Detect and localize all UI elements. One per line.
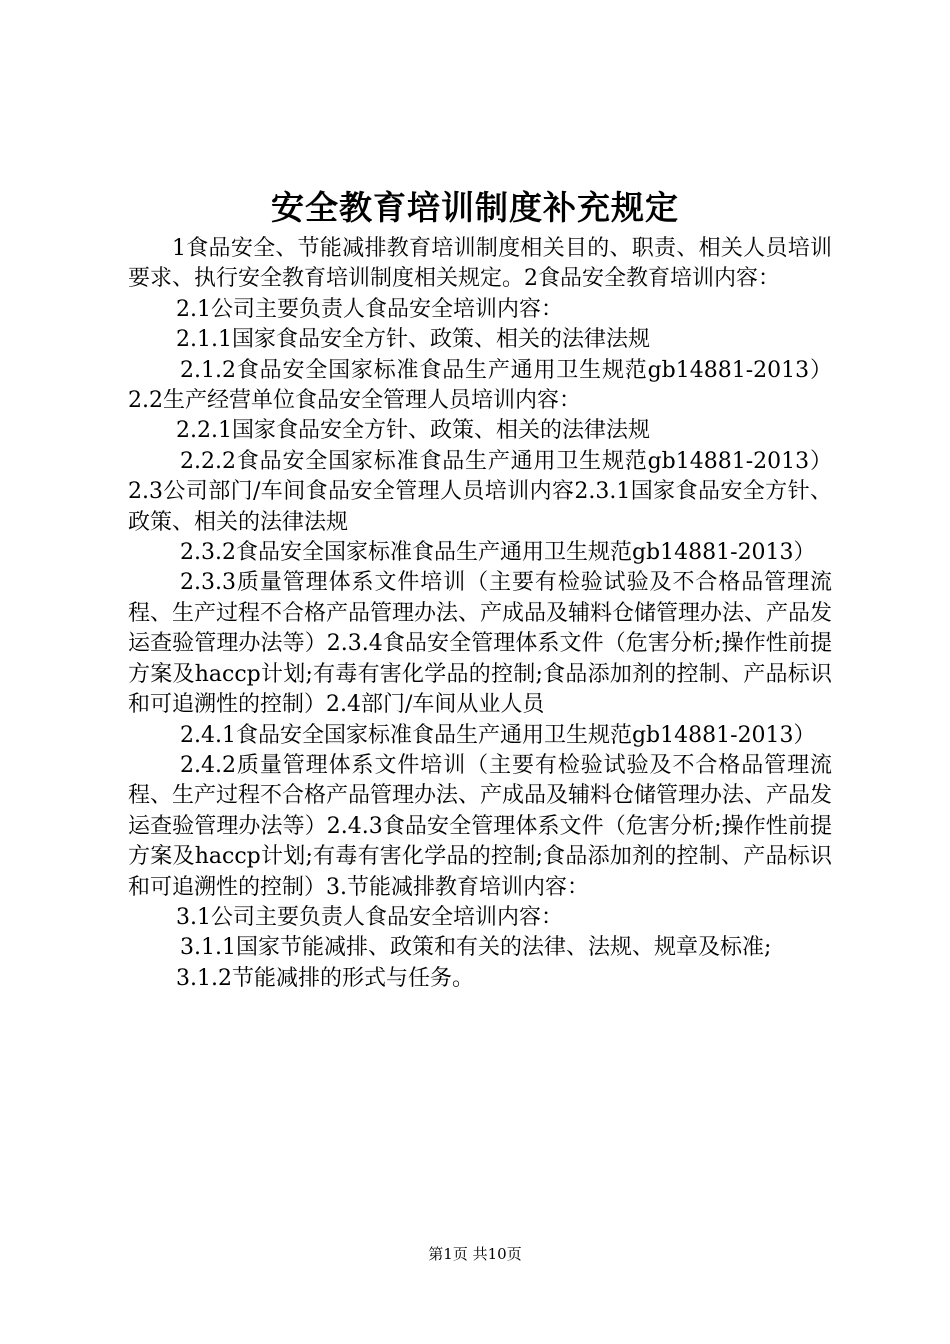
paragraph: 3.1.1国家节能减排、政策和有关的法律、法规、规章及标准;: [180, 935, 772, 961]
paragraph: 2.3.2食品安全国家标准食品生产通用卫生规范gb14881-2013）: [180, 540, 816, 566]
paragraph: 1食品安全、节能减排教育培训制度相关目的、职责、相关人员培训要求、执行安全教育培训制度相关规定。2食品安全教育培训内容：: [128, 236, 832, 292]
paragraph: 2.4.1食品安全国家标准食品生产通用卫生规范gb14881-2013）: [180, 722, 816, 748]
paragraph: 2.2.1国家食品安全方针、政策、相关的法律法规: [176, 418, 650, 444]
paragraph: 2.4.2质量管理体系文件培训（主要有检验试验及不合格品管理流程、生产过程不合格产品管理办法、产成品及辅料仓储管理办法、产品发运查验管理办法等）2.4.3食品安全管理体系文件（危害分析;操作性前提方案及haccp计划;有毒有害化学品的控制;食品添加剂的控制、产品标识和可追溯性的控制）3.节能减排教育培训内容：: [128, 752, 833, 900]
paragraph: 3.1.2节能减排的形式与任务。: [176, 965, 474, 991]
paragraph: 2.1.1国家食品安全方针、政策、相关的法律法规: [176, 327, 650, 353]
document-title: 安全教育培训制度补充规定: [271, 188, 679, 227]
page-footer: 第1页 共10页: [428, 1245, 522, 1263]
paragraph: 2.1公司主要负责人食品安全培训内容：: [176, 296, 563, 322]
document-body: [128, 234, 832, 994]
paragraph: 2.2.2食品安全国家标准食品生产通用卫生规范gb14881-2013）2.3公司部门/车间食品安全管理人员培训内容2.3.1国家食品安全方针、政策、相关的法律法规: [128, 448, 832, 535]
paragraph: 2.3.3质量管理体系文件培训（主要有检验试验及不合格品管理流程、生产过程不合格产品管理办法、产成品及辅料仓储管理办法、产品发运查验管理办法等）2.3.4食品安全管理体系文件（危害分析;操作性前提方案及haccp计划;有毒有害化学品的控制;食品添加剂的控制、产品标识和可追溯性的控制）2.4部门/车间从业人员: [128, 570, 833, 718]
paragraph: 2.1.2食品安全国家标准食品生产通用卫生规范gb14881-2013）2.2生产经营单位食品安全管理人员培训内容：: [128, 357, 832, 414]
paragraph: 3.1公司主要负责人食品安全培训内容：: [176, 904, 563, 930]
